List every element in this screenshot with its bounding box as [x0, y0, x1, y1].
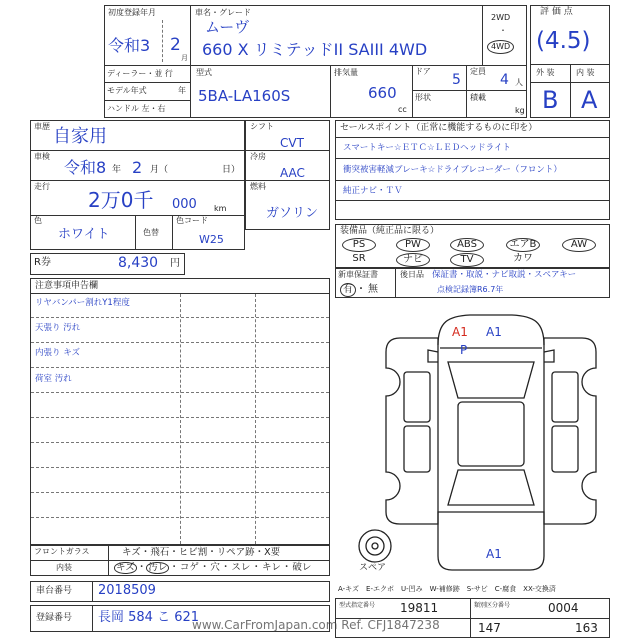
seats-label: 定員	[470, 67, 486, 76]
fuel: ガソリン	[266, 206, 319, 221]
model-code: 5BA-LA160S	[198, 87, 291, 105]
car-damage-diagram	[335, 298, 610, 583]
mileage: 2万0千	[88, 188, 154, 212]
divider	[330, 65, 331, 118]
separator: ・	[199, 562, 210, 573]
equipment-airbag: エアB	[506, 238, 540, 252]
divider	[104, 82, 190, 83]
registration-number: 長岡 584 こ 621	[98, 610, 200, 625]
equipment-aw: AW	[562, 238, 596, 252]
sales-point-item: 純正ナビ・ＴＶ	[343, 186, 403, 196]
interior-option: キズ	[116, 562, 135, 573]
chassis-number: 2018509	[98, 583, 156, 598]
damage-mark: A1	[486, 325, 502, 339]
later-items-label: 後日品	[400, 270, 424, 279]
divider	[466, 65, 467, 118]
note-column-line	[180, 294, 181, 544]
divider	[245, 180, 330, 181]
inspection-label: 車検	[34, 152, 50, 161]
load-unit: kg	[515, 106, 525, 115]
divider	[92, 581, 93, 602]
exterior-grade: B	[542, 86, 559, 114]
divider	[395, 268, 396, 298]
model-year-label: モデル年式	[107, 86, 147, 95]
mileage-unit: km	[214, 204, 227, 213]
dimension-value: 163	[575, 621, 598, 635]
left-front-window	[404, 372, 430, 422]
mileage-label: 走行	[34, 182, 50, 191]
windshield	[448, 362, 534, 398]
seats: 4	[500, 72, 509, 88]
divider	[412, 65, 413, 118]
divider	[335, 200, 610, 201]
left-rear-window	[404, 426, 430, 472]
recycle-amount: 8,430	[118, 255, 159, 271]
divider	[104, 65, 527, 66]
first-registration-label: 初度登録年月	[108, 8, 156, 17]
dimension-value: 147	[478, 621, 501, 635]
rear-window	[448, 470, 534, 505]
divider	[108, 545, 109, 576]
chassis-label: 車台番号	[36, 586, 73, 596]
divider	[412, 90, 527, 91]
interior-grade: A	[581, 86, 598, 114]
car-name-label: 車名・グレード	[195, 8, 251, 17]
interior-option: 破レ	[292, 562, 312, 573]
handle-label: ハンドル 左・右	[107, 104, 166, 113]
sales-point-item: 衝突被害軽減ブレーキ☆ドライブレコーダー（フロント）	[343, 165, 562, 175]
maintenance-records: 点検記録簿R6.7年	[437, 285, 504, 294]
color-code-label: 色コード	[176, 216, 208, 225]
sales-point-item: スマートキー☆ＥＴＣ☆ＬＥＤヘッドライト	[343, 143, 511, 153]
displacement-label: 排気量	[334, 68, 358, 77]
class-number: 0004	[548, 601, 579, 615]
displacement: 660	[368, 84, 397, 102]
interior-option: スレ	[231, 562, 251, 573]
vehicle-info-box	[104, 5, 527, 118]
shift: CVT	[280, 136, 304, 150]
type-designation-number: 19811	[400, 601, 439, 615]
separator: ・	[136, 562, 147, 573]
load-label: 積載	[470, 93, 486, 102]
note-item: 内張り キズ	[35, 348, 81, 358]
later-items: 保証書・取説・ナビ取説・スペアキー	[432, 270, 577, 280]
chassis-box	[30, 581, 330, 602]
car-name: ムーヴ	[205, 18, 250, 36]
divider	[172, 215, 173, 250]
right-rear-window	[552, 426, 578, 472]
divider	[335, 137, 610, 138]
inspection-day-unit: 日）	[222, 165, 241, 175]
recycle-box	[30, 253, 185, 275]
dealer-label: ディーラー・並 行	[107, 69, 173, 78]
equipment-ps: PS	[342, 238, 376, 252]
divider	[30, 215, 245, 216]
interior-option: 穴	[210, 562, 220, 573]
warranty-no: 無	[368, 284, 378, 295]
registration-label: 登録番号	[36, 613, 73, 623]
divider	[104, 100, 190, 101]
recycle-label: R券	[34, 257, 51, 268]
use-label: 車歴	[34, 122, 50, 131]
inspection-month: 2	[132, 158, 143, 177]
divider	[570, 64, 571, 118]
drive-separator: ・	[499, 26, 507, 35]
body-color: ホワイト	[58, 227, 110, 242]
body-shape-label: 形状	[415, 93, 431, 102]
interior-option: コゲ	[179, 562, 199, 573]
divider	[245, 150, 330, 151]
warranty-yes: 有	[340, 283, 356, 297]
mileage-tail: 000	[172, 197, 197, 212]
seats-unit: 人	[515, 78, 523, 87]
divider	[30, 150, 245, 151]
exterior-grade-label: 外 装	[536, 68, 555, 77]
warranty-label: 新車保証書	[338, 270, 378, 279]
rear-gate	[438, 512, 544, 570]
class-label: 類別区分番号	[474, 602, 511, 609]
divider	[30, 560, 330, 561]
drive-2wd: 2WD	[491, 13, 511, 22]
divider	[92, 605, 93, 632]
model-code-label: 型式	[196, 68, 212, 77]
first-registration-month: 2	[170, 35, 181, 55]
divider	[335, 180, 610, 181]
fuel-label: 燃料	[250, 182, 266, 191]
equipment-label: 装備品（純正品に限る）	[340, 226, 440, 236]
equipment-navi: ナビ	[396, 253, 430, 267]
separator: ・	[220, 562, 231, 573]
note-item: 天張り 汚れ	[35, 323, 81, 333]
inspection-month-unit: 月（	[150, 165, 169, 175]
divider	[30, 180, 245, 181]
roof	[458, 402, 524, 466]
separator: ・	[169, 562, 179, 573]
note-item: 荷室 汚れ	[35, 374, 72, 384]
first-registration-month-unit: 月	[181, 54, 188, 62]
left-mirror	[428, 350, 438, 362]
notes-label: 注意事項申告欄	[35, 281, 99, 291]
equipment-leather: カワ	[513, 253, 533, 264]
spare-tire-rim	[366, 537, 384, 555]
interior-label: 内装	[56, 563, 72, 572]
first-registration-era: 令和3	[108, 36, 151, 55]
spare-tire	[359, 530, 391, 562]
divider	[135, 215, 136, 250]
sales-points-label: セールスポイント（正常に機能するものに印を）	[340, 123, 538, 133]
model-year-unit: 年	[178, 86, 186, 95]
type-designation-label: 型式指定番号	[339, 602, 376, 609]
divider	[482, 5, 483, 65]
ac: AAC	[280, 166, 305, 180]
car-grade: 660 X リミテッドII SAIII 4WD	[202, 40, 428, 59]
watermark: www.CarFromJapan.com Ref. CFJ1847238	[192, 618, 440, 632]
color-code: W25	[199, 233, 224, 246]
windshield-options: キズ・飛石・ヒビ割・リペア跡・X要	[122, 547, 281, 558]
damage-mark: P	[460, 343, 468, 357]
right-front-window	[552, 372, 578, 422]
grade-label: 評 価 点	[540, 7, 573, 17]
divider	[470, 598, 471, 638]
equipment-sr: SR	[352, 253, 366, 264]
use-type: 自家用	[53, 126, 107, 147]
interior-options	[114, 562, 312, 574]
separator: ・	[251, 562, 261, 573]
note-column-line	[255, 294, 256, 544]
right-mirror	[544, 350, 554, 362]
ac-label: 冷房	[250, 152, 266, 161]
damage-mark: A1	[452, 325, 468, 339]
overall-grade: (4.5)	[536, 28, 591, 54]
inspection-year-unit: 年	[112, 165, 122, 175]
interior-grade-label: 内 装	[576, 68, 595, 77]
color-label: 色	[34, 216, 42, 225]
doors-label: ドア	[415, 67, 431, 76]
damage-legend: A-キズ E-エクボ U-凹み W-補修跡 S-サビ C-腐食 XX-交換済	[338, 585, 556, 593]
inspection-era: 令和8	[64, 158, 107, 177]
equipment-tv: TV	[450, 253, 484, 267]
interior-option: 汚レ	[148, 562, 168, 573]
windshield-label: フロントガラス	[34, 547, 90, 556]
recycle-unit: 円	[170, 258, 180, 269]
drive-4wd: 4WD	[487, 40, 514, 54]
separator: ・	[281, 562, 292, 573]
warranty-separator: ・	[356, 284, 366, 295]
divider	[335, 158, 610, 159]
divider	[162, 20, 163, 62]
divider	[190, 5, 191, 118]
equipment-pw: PW	[396, 238, 430, 252]
color-change-label: 色替	[143, 228, 159, 237]
equipment-abs: ABS	[450, 238, 484, 252]
doors: 5	[452, 72, 461, 88]
interior-option: キレ	[261, 562, 281, 573]
shift-label: シフト	[250, 122, 274, 131]
spare-label: スペア	[359, 563, 387, 573]
spare-tire-hub	[372, 543, 378, 549]
displacement-unit: cc	[398, 105, 407, 114]
note-item: リヤバンパー割れY1程度	[35, 298, 130, 308]
damage-mark: A1	[486, 547, 502, 561]
